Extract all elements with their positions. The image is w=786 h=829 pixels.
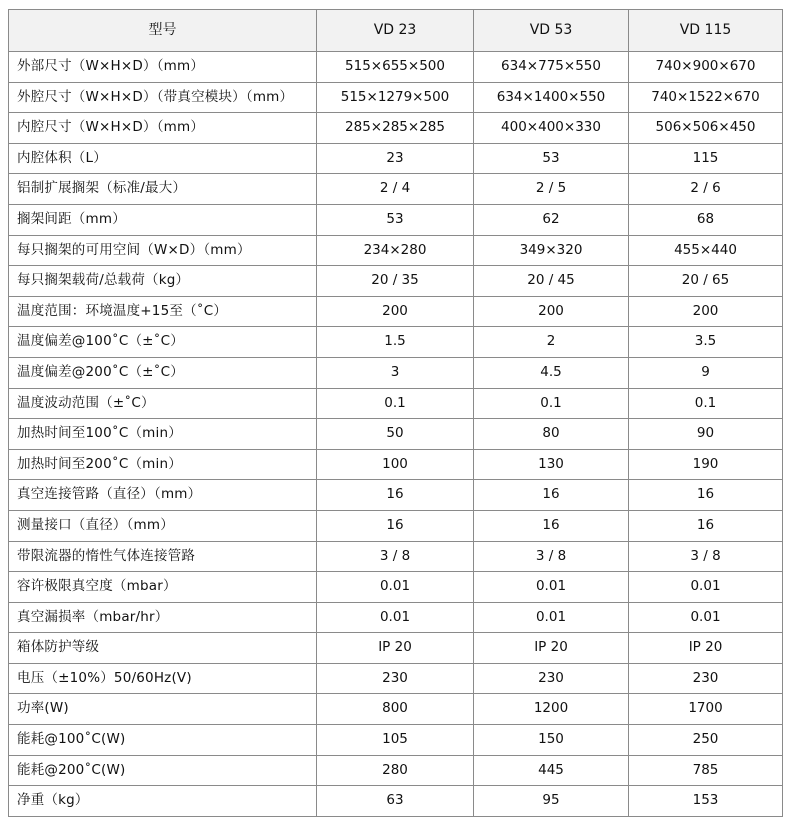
row-value: 785 [629, 755, 783, 786]
table-row [9, 663, 783, 694]
row-value: 9 [629, 357, 783, 388]
row-label: 温度偏差@200˚C（±˚C） [9, 357, 317, 388]
row-value: 1.5 [317, 327, 474, 358]
table-row [9, 327, 783, 358]
table-row [9, 174, 783, 205]
row-value: 53 [474, 143, 629, 174]
table-row [9, 694, 783, 725]
row-label: 温度波动范围（±˚C） [9, 388, 317, 419]
row-label: 能耗@200˚C(W) [9, 755, 317, 786]
row-value: 740×1522×670 [629, 82, 783, 113]
row-value: 20 / 45 [474, 266, 629, 297]
row-label: 内腔体积（L） [9, 143, 317, 174]
table-row [9, 357, 783, 388]
header-cell-model: 型号 [9, 10, 317, 52]
row-value: 250 [629, 725, 783, 756]
row-value: 100 [317, 449, 474, 480]
row-value: 634×775×550 [474, 52, 629, 83]
row-value: 153 [629, 786, 783, 817]
row-value: 150 [474, 725, 629, 756]
table-row [9, 235, 783, 266]
row-value: 200 [474, 296, 629, 327]
row-value: 0.01 [474, 572, 629, 603]
row-value: 515×1279×500 [317, 82, 474, 113]
row-value: 2 / 5 [474, 174, 629, 205]
table-row [9, 296, 783, 327]
table-row [9, 419, 783, 450]
row-value: 0.01 [629, 572, 783, 603]
table-row [9, 449, 783, 480]
row-value: 0.01 [317, 602, 474, 633]
table-row [9, 755, 783, 786]
table-header [9, 10, 783, 52]
row-value: 0.01 [629, 602, 783, 633]
row-value: 50 [317, 419, 474, 450]
row-value: 230 [474, 663, 629, 694]
row-value: 1700 [629, 694, 783, 725]
row-value: 0.1 [629, 388, 783, 419]
row-value: 130 [474, 449, 629, 480]
row-value: 200 [629, 296, 783, 327]
header-cell-vd23: VD 23 [317, 10, 474, 52]
row-value: 0.01 [474, 602, 629, 633]
table-row [9, 266, 783, 297]
table-row [9, 82, 783, 113]
table-row [9, 143, 783, 174]
row-label: 箱体防护等级 [9, 633, 317, 664]
row-value: 200 [317, 296, 474, 327]
row-value: 1200 [474, 694, 629, 725]
table-row [9, 204, 783, 235]
row-value: 16 [317, 510, 474, 541]
row-value: 16 [474, 480, 629, 511]
row-label: 外腔尺寸（W×H×D）（带真空模块）（mm） [9, 82, 317, 113]
table-row [9, 725, 783, 756]
row-label: 能耗@100˚C(W) [9, 725, 317, 756]
row-value: 634×1400×550 [474, 82, 629, 113]
row-value: 16 [629, 510, 783, 541]
row-value: 3 / 8 [474, 541, 629, 572]
row-value: 63 [317, 786, 474, 817]
table-row [9, 602, 783, 633]
row-label: 每只搁架载荷/总载荷（kg） [9, 266, 317, 297]
row-label: 真空漏损率（mbar/hr） [9, 602, 317, 633]
row-value: 80 [474, 419, 629, 450]
table-row [9, 510, 783, 541]
row-value: 16 [317, 480, 474, 511]
row-label: 加热时间至100˚C（min） [9, 419, 317, 450]
row-value: 0.1 [474, 388, 629, 419]
row-value: 349×320 [474, 235, 629, 266]
row-value: 4.5 [474, 357, 629, 388]
row-value: 105 [317, 725, 474, 756]
row-value: 16 [629, 480, 783, 511]
row-label: 搁架间距（mm） [9, 204, 317, 235]
row-label: 每只搁架的可用空间（W×D）（mm） [9, 235, 317, 266]
row-value: 3 / 8 [629, 541, 783, 572]
row-value: 455×440 [629, 235, 783, 266]
row-value: 53 [317, 204, 474, 235]
row-value: 20 / 65 [629, 266, 783, 297]
row-label: 温度偏差@100˚C（±˚C） [9, 327, 317, 358]
table-row [9, 480, 783, 511]
table-body [9, 52, 783, 817]
row-value: 3.5 [629, 327, 783, 358]
row-value: 3 [317, 357, 474, 388]
row-value: 20 / 35 [317, 266, 474, 297]
row-value: IP 20 [474, 633, 629, 664]
row-value: 740×900×670 [629, 52, 783, 83]
table-row [9, 541, 783, 572]
table-row [9, 113, 783, 144]
row-value: 0.1 [317, 388, 474, 419]
table-row [9, 633, 783, 664]
row-value: 445 [474, 755, 629, 786]
row-value: 800 [317, 694, 474, 725]
row-label: 温度范围：环境温度+15至（˚C） [9, 296, 317, 327]
row-value: 280 [317, 755, 474, 786]
row-value: 400×400×330 [474, 113, 629, 144]
row-label: 铝制扩展搁架（标准/最大） [9, 174, 317, 205]
row-label: 测量接口（直径）（mm） [9, 510, 317, 541]
header-cell-vd53: VD 53 [474, 10, 629, 52]
row-value: 115 [629, 143, 783, 174]
row-value: 2 / 4 [317, 174, 474, 205]
header-cell-vd115: VD 115 [629, 10, 783, 52]
spec-table [8, 9, 783, 817]
row-value: IP 20 [629, 633, 783, 664]
table-row [9, 388, 783, 419]
header-row [9, 10, 783, 52]
row-value: 190 [629, 449, 783, 480]
row-label: 电压（±10%）50/60Hz(V) [9, 663, 317, 694]
row-value: 230 [317, 663, 474, 694]
row-value: 2 [474, 327, 629, 358]
row-value: 16 [474, 510, 629, 541]
row-value: 506×506×450 [629, 113, 783, 144]
row-value: 95 [474, 786, 629, 817]
row-value: 3 / 8 [317, 541, 474, 572]
row-value: IP 20 [317, 633, 474, 664]
row-label: 真空连接管路（直径）（mm） [9, 480, 317, 511]
row-value: 285×285×285 [317, 113, 474, 144]
row-label: 内腔尺寸（W×H×D）（mm） [9, 113, 317, 144]
row-label: 容许极限真空度（mbar） [9, 572, 317, 603]
row-label: 功率(W) [9, 694, 317, 725]
row-label: 加热时间至200˚C（min） [9, 449, 317, 480]
row-value: 230 [629, 663, 783, 694]
row-value: 515×655×500 [317, 52, 474, 83]
row-value: 2 / 6 [629, 174, 783, 205]
table-row [9, 572, 783, 603]
row-label: 净重（kg） [9, 786, 317, 817]
row-label: 带限流器的惰性气体连接管路 [9, 541, 317, 572]
table-row [9, 52, 783, 83]
row-label: 外部尺寸（W×H×D）（mm） [9, 52, 317, 83]
row-value: 62 [474, 204, 629, 235]
row-value: 90 [629, 419, 783, 450]
row-value: 23 [317, 143, 474, 174]
row-value: 234×280 [317, 235, 474, 266]
row-value: 0.01 [317, 572, 474, 603]
row-value: 68 [629, 204, 783, 235]
table-row [9, 786, 783, 817]
